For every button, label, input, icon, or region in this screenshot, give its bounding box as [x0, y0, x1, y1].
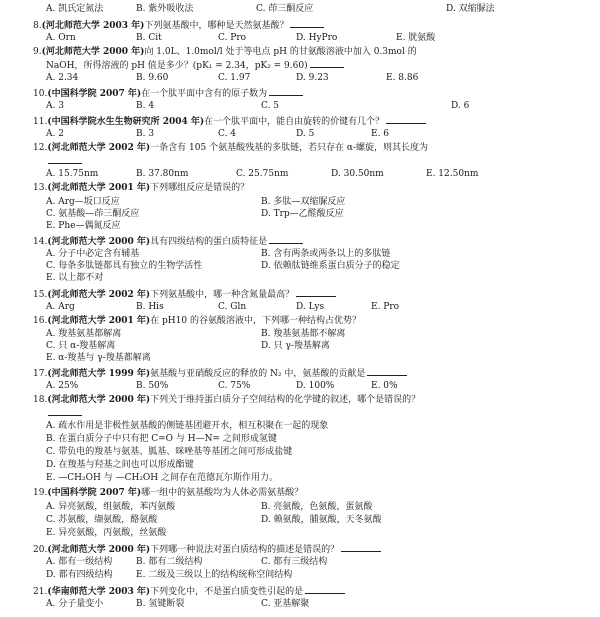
question-stem: 一条含有 105 个氨基酸残基的多肽链，若只存在 α-螺旋，则其长度为 [150, 143, 429, 153]
answer-blank [341, 543, 381, 552]
option-d: D. 双缩脲法 [446, 4, 495, 14]
question-stem-cont: NaOH，所得溶液的 pH 值是多少？(pK₁ = 2.34，pK₂ = 9.60) [46, 61, 308, 71]
option-d: D. 100% [296, 381, 335, 391]
answer-blank [48, 155, 82, 164]
question-number: 19. [33, 488, 48, 498]
option-e: E. 12.50nm [426, 169, 479, 179]
option-b: B. 4 [136, 101, 155, 111]
option-c: C. 都有三级结构 [261, 557, 328, 567]
option-e: E. α-羧基与 γ-羧基都解离 [46, 353, 151, 363]
option-18-b [46, 434, 277, 445]
option-c: C. 只 α-羧基解离 [46, 341, 116, 351]
option-c: C. 每条多肽链都具有独立的生物学活性 [46, 261, 203, 271]
question-source: (河北师范大学 2000 年) [41, 47, 145, 57]
option-a: A. 异亮氨酸，组氨酸，苯丙氨酸 [46, 502, 176, 512]
question-source: (河北师范大学 2000 年) [47, 395, 151, 405]
question-stem: 下列变化中，不是蛋白质变性引起的是 [150, 587, 304, 597]
option-a: A. 25% [46, 381, 79, 391]
option-b: B. 9.60 [136, 73, 169, 83]
question-number: 11. [33, 117, 48, 127]
option-18-c [46, 447, 292, 458]
option-e: E. 二级及三级以上的结构统称空间结构 [136, 570, 293, 580]
option-b: B. His [136, 302, 164, 312]
answer-blank [269, 87, 303, 96]
option-a: A. Orn [46, 33, 76, 43]
option-d: D. 6 [451, 101, 470, 111]
question-10 [33, 87, 303, 100]
option-b: B. 37.80nm [136, 169, 189, 179]
question-stem: 在 pH10 的谷氨酸溶液中，下列哪一种结构占优势？ [150, 316, 361, 326]
option-d: D. 5 [296, 129, 315, 139]
question-number: 17. [33, 369, 48, 379]
option-d: D. Trp—乙醛酸反应 [261, 209, 344, 219]
question-stem: 向 1.0L、1.0mol/l 处于等电点 pH 的甘氨酸溶液中加入 0.3mol 的 [144, 47, 417, 57]
option-c: C. 苏氨酸，缬氨酸，酪氨酸 [46, 515, 158, 525]
question-number: 20. [33, 545, 48, 555]
option-a: A. 15.75nm [46, 169, 99, 179]
question-12-blank [46, 155, 82, 168]
option-c: C. 5 [261, 101, 280, 111]
question-20 [33, 543, 381, 556]
question-18-blank [46, 407, 82, 420]
question-stem: 在一个肽平面中，能自由旋转的价键有几个？ [204, 117, 385, 127]
option-18-d [46, 460, 194, 471]
option-b: B. 3 [136, 129, 155, 139]
question-18 [33, 395, 420, 406]
question-source: (河北师范大学 2000 年) [47, 545, 151, 555]
option-d: D. 9.23 [296, 73, 329, 83]
option-d: D. 依赖肽链维系蛋白质分子的稳定 [261, 261, 400, 271]
answer-blank [386, 115, 426, 124]
option-c: C. Gln [218, 302, 247, 312]
question-16 [33, 316, 361, 327]
option-d: D. Lys [296, 302, 325, 312]
option-b: B. 50% [136, 381, 169, 391]
option-d: D. 在羧基与羟基之间也可以形成酯键 [46, 460, 194, 470]
option-c: C. 75% [218, 381, 251, 391]
option-c: C. 25.75nm [236, 169, 289, 179]
question-stem: 下列氨基酸中，哪一种含氮量最高？ [150, 290, 295, 300]
question-number: 16. [33, 316, 48, 326]
question-number: 18. [33, 395, 48, 405]
question-source: (河北师范大学 2001 年) [47, 183, 151, 193]
option-e: E. 8.86 [386, 73, 419, 83]
option-a: A. 凯氏定氮法 [46, 4, 104, 14]
option-a: A. 2 [46, 129, 64, 139]
question-source: (河北师范大学 2001 年) [47, 316, 151, 326]
answer-blank [290, 19, 324, 28]
question-stem: 下列氨基酸中，哪种是天然氨基酸？ [144, 21, 289, 31]
question-number: 8. [33, 21, 42, 31]
option-e: E. 0% [371, 381, 398, 391]
option-a: A. 羧基氨基都解离 [46, 329, 122, 339]
question-stem: 具有四级结构的蛋白质特征是 [150, 237, 268, 247]
option-b: B. 亮氨酸，色氨酸，蛋氨酸 [261, 502, 373, 512]
question-stem: 氨基酸与亚硝酸反应的释放的 N₂ 中，氨基酸的贡献是 [150, 369, 366, 379]
option-d: D. 赖氨酸，脯氨酸，天冬氨酸 [261, 515, 382, 525]
question-source: (中国科学院水生生物研究所 2004 年) [47, 117, 205, 127]
question-15 [33, 288, 336, 301]
option-d: D. 30.50nm [331, 169, 384, 179]
question-stem: 下列哪一种说法对蛋白质结构的描述是错误的？ [150, 545, 340, 555]
question-source: (中国科学院 2007 年) [47, 89, 142, 99]
question-21 [33, 585, 345, 598]
option-e: E. 6 [371, 129, 390, 139]
question-source: (华南师范大学 2003 年) [47, 587, 151, 597]
option-a: A. 2.34 [46, 73, 79, 83]
question-number: 15. [33, 290, 48, 300]
option-c: C. 带负电的羧基与氨基、胍基、咪唑基等基团之间可形成盐键 [46, 447, 293, 457]
option-a: A. 都有一级结构 [46, 557, 113, 567]
option-d: D. HyPro [296, 33, 338, 43]
answer-blank [296, 288, 336, 297]
option-c: C. 氨基酸—茚三酮反应 [46, 209, 140, 219]
question-stem: 哪一组中的氨基酸均为人体必需氨基酸？ [141, 488, 304, 498]
option-e: E. 胱氨酸 [396, 33, 436, 43]
option-e: E. Pro [371, 302, 400, 312]
question-source: (中国科学院 2007 年) [47, 488, 142, 498]
option-18-a [46, 421, 328, 432]
option-18-e [46, 473, 278, 484]
option-a: A. 3 [46, 101, 64, 111]
question-14 [33, 235, 303, 248]
option-b: B. 羧基氨基都不解离 [261, 329, 346, 339]
answer-blank [48, 407, 82, 416]
option-e: E. Phe—偶氮反应 [46, 221, 121, 231]
option-b: B. 紫外吸收法 [136, 4, 194, 14]
question-11 [33, 115, 426, 128]
question-stem: 下列哪组反应是错误的？ [150, 183, 250, 193]
option-e: E. 以上都不对 [46, 273, 104, 283]
question-source: (河北师范大学 2000 年) [47, 237, 151, 247]
question-source: (河北师范大学 2003 年) [41, 21, 145, 31]
option-b: B. 在蛋白质分子中只有把 C=O 与 H—N= 之间形成氢键 [46, 434, 277, 444]
option-a: A. 疏水作用是非极性氨基酸的侧链基团避开水，相互积聚在一起的现象 [46, 421, 329, 431]
question-number: 14. [33, 237, 48, 247]
option-d: D. 都有四级结构 [46, 570, 113, 580]
option-e: E. 异亮氨酸，丙氨酸，丝氨酸 [46, 528, 167, 538]
option-a: A. Arg [46, 302, 75, 312]
question-9 [33, 47, 417, 58]
question-17 [33, 367, 407, 380]
answer-blank [367, 367, 407, 376]
question-source: (河北师范大学 2002 年) [47, 290, 151, 300]
question-source: (河北师范大学 1999 年) [47, 369, 151, 379]
option-a: A. 分子中必定含有辅基 [46, 249, 140, 259]
option-b: B. 都有二级结构 [136, 557, 203, 567]
question-number: 9. [33, 47, 42, 57]
option-b: B. 含有两条或两条以上的多肽链 [261, 249, 391, 259]
option-b: B. Cit [136, 33, 162, 43]
question-9-cont [46, 59, 344, 72]
option-d: D. 只 γ-羧基解离 [261, 341, 330, 351]
answer-blank [269, 235, 303, 244]
option-c: C. 4 [218, 129, 237, 139]
question-stem: 下列关于维持蛋白质分子空间结构的化学键的叙述，哪个是错误的？ [150, 395, 421, 405]
option-c: C. Pro [218, 33, 247, 43]
answer-blank [310, 59, 344, 68]
option-c: C. 1.97 [218, 73, 251, 83]
option-c: C. 茚三酮反应 [256, 4, 314, 14]
option-a: A. 分子量变小 [46, 599, 104, 609]
question-source: (河北师范大学 2002 年) [47, 143, 151, 153]
question-8 [33, 19, 324, 32]
question-stem: 在一个肽平面中含有的原子数为 [141, 89, 268, 99]
option-b: B. 氢键断裂 [136, 599, 185, 609]
question-number: 21. [33, 587, 48, 597]
question-number: 12. [33, 143, 48, 153]
question-19 [33, 488, 303, 499]
option-a: A. Arg—坂口反应 [46, 197, 120, 207]
answer-blank [305, 585, 345, 594]
option-b: B. 多肽—双缩脲反应 [261, 197, 346, 207]
question-number: 10. [33, 89, 48, 99]
question-12 [33, 143, 428, 154]
option-e: E. —CH₂OH 与 —CH₂OH 之间存在范德瓦尔斯作用力。 [46, 473, 279, 483]
option-c: C. 亚基解聚 [261, 599, 310, 609]
question-13 [33, 183, 249, 194]
question-number: 13. [33, 183, 48, 193]
